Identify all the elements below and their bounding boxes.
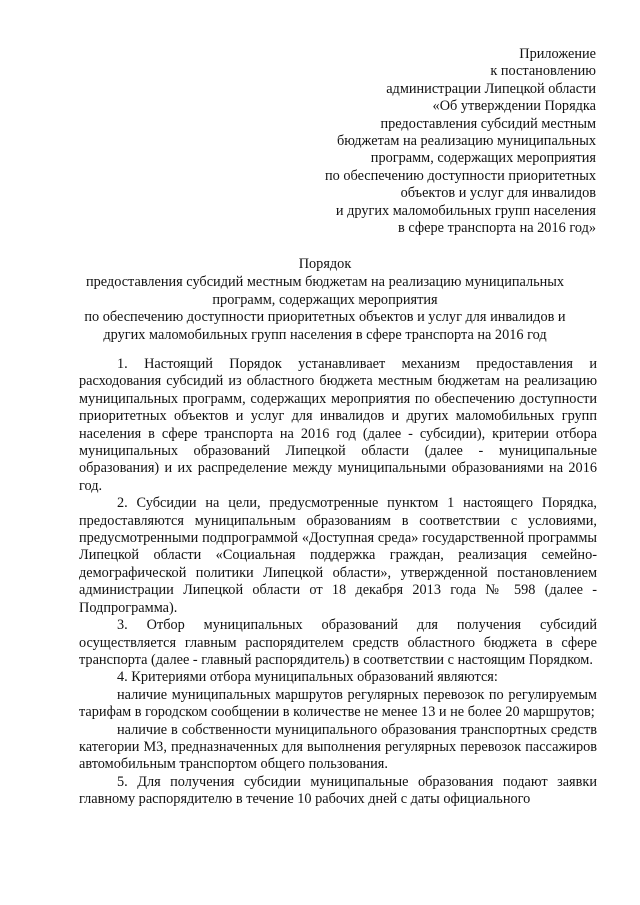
appendix-line: программ, содержащих мероприятия	[370, 150, 596, 167]
appendix-line: администрации Липецкой области	[386, 80, 596, 97]
appendix-line: по обеспечению доступности приоритетных	[325, 167, 596, 184]
appendix-line: «Об утверждении Порядка	[432, 98, 596, 115]
paragraph-5: 5. Для получения субсидии муниципальные образования подают заявки главному распорядителю в течение 10 рабочих дней с даты официального	[79, 773, 597, 808]
title-line: других маломобильных групп населения в сфере транспорта на 2016 год	[103, 326, 547, 343]
document-title	[60, 256, 590, 344]
title-line: по обеспечению доступности приоритетных объектов и услуг для инвалидов и	[84, 309, 566, 326]
appendix-line: Приложение	[519, 46, 596, 62]
appendix-header	[276, 46, 596, 237]
paragraph-4: 4. Критериями отбора муниципальных образований являются:	[117, 669, 498, 686]
paragraph-1: 1. Настоящий Порядок устанавливает механизм предоставления и расходования субсидий из областного бюджета местным бюджетам на реализацию муниципальных программ, содержащих мероприятия по обеспечению доступности приоритетных объектов и услуг для инвалидов и других маломобильных групп населения в сфере транспорта на 2016 год (далее - субсидии), критерии отбора муниципальных образований Липецкой области (далее - муниципальные образования) и их распределение между муниципальными образованиями на 2016 год.	[79, 356, 597, 494]
appendix-line: предоставления субсидий местным	[380, 115, 596, 132]
title-heading: Порядок	[298, 256, 352, 272]
document-body	[79, 356, 597, 809]
appendix-line: в сфере транспорта на 2016 год»	[398, 220, 596, 237]
paragraph-2: 2. Субсидии на цели, предусмотренные пунктом 1 настоящего Порядка, предоставляются муниципальным образованиям в соответствии с условиями, предусмотренными подпрограммой «Доступная среда» государственной программы Липецкой области «Социальная поддержка граждан, реализация семейно-демографической политики Липецкой области», утвержденной постановлением администрации Липецкой области от 18 декабря 2013 года № 598 (далее - Подпрограмма).	[79, 495, 597, 616]
appendix-line: объектов и услуг для инвалидов	[400, 185, 596, 202]
title-line: программ, содержащих мероприятия	[212, 291, 438, 308]
appendix-line: бюджетам на реализацию муниципальных	[337, 133, 596, 150]
criterion-1: наличие муниципальных маршрутов регулярных перевозок по регулируемым тарифам в городском сообщении в количестве не менее 13 и не более 20 маршрутов;	[79, 686, 597, 721]
title-line: предоставления субсидий местным бюджетам на реализацию муниципальных	[85, 274, 565, 291]
appendix-line: и других маломобильных групп населения	[335, 202, 596, 219]
paragraph-3: 3. Отбор муниципальных образований для получения субсидий осуществляется главным распорядителем средств областного бюджета в сфере транспорта (далее - главный распорядитель) в соответствии с настоящим Порядком.	[79, 617, 597, 668]
criterion-2: наличие в собственности муниципального образования транспортных средств категории М3, предназначенных для выполнения регулярных перевозок пассажиров автомобильным транспортом общего пользования.	[79, 721, 597, 773]
appendix-line: к постановлению	[490, 63, 596, 80]
